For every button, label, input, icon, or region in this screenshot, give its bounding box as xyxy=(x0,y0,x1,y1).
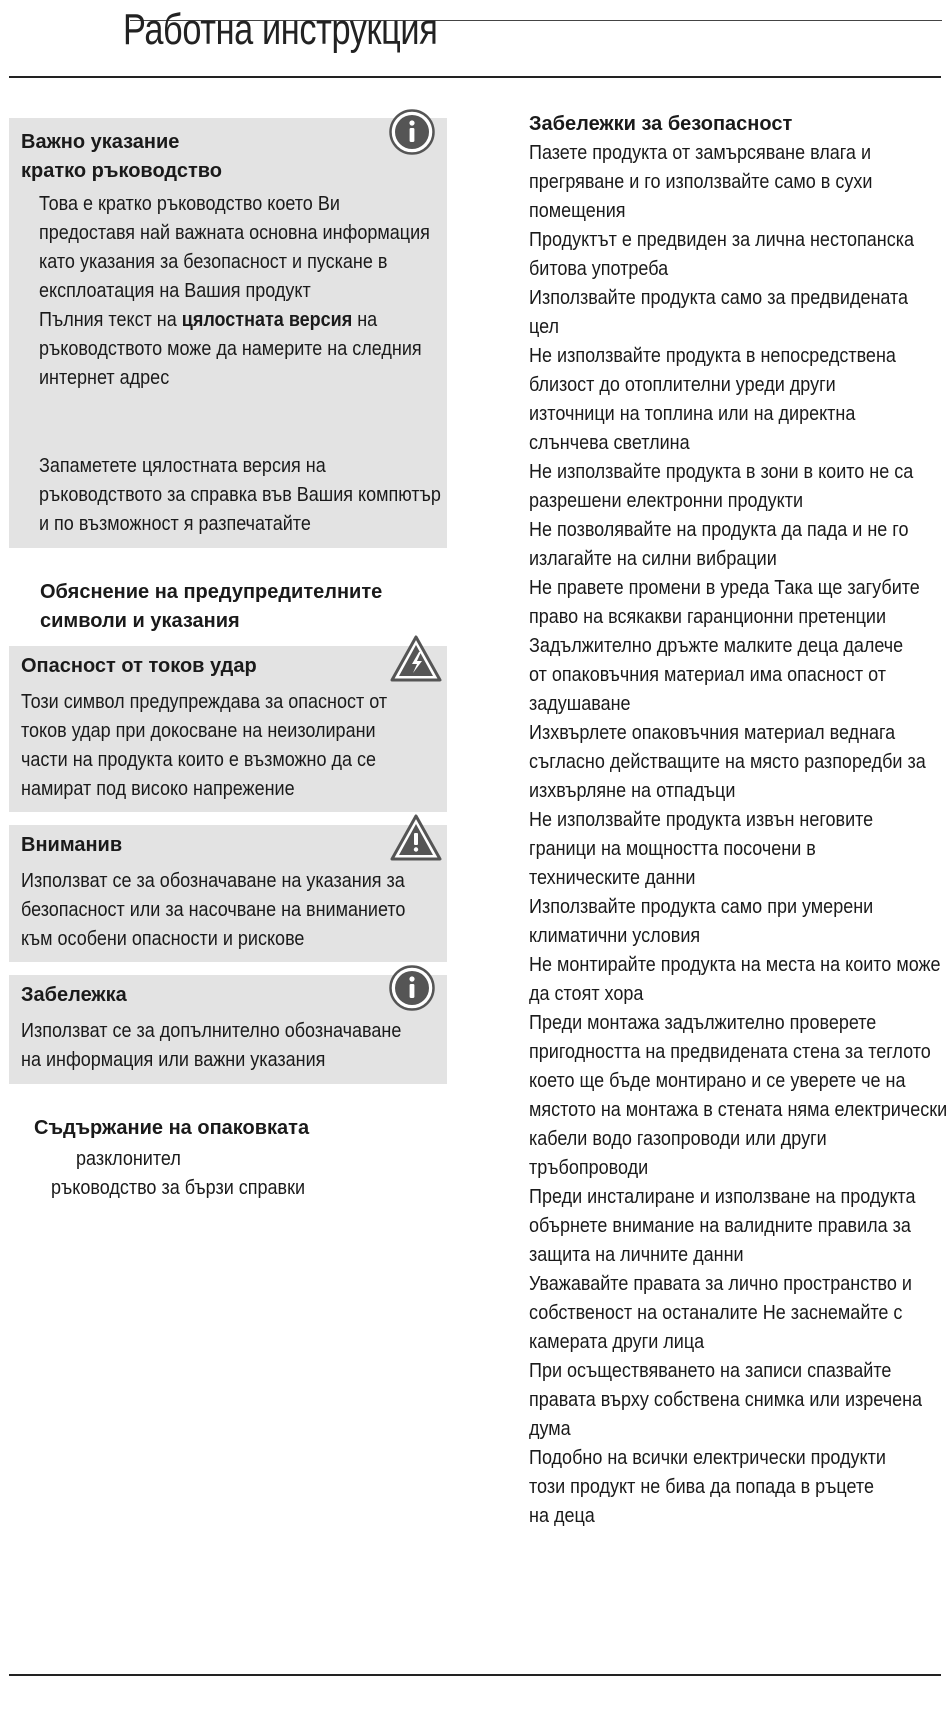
safety-note-line: Не позволявайте на продукта да пада и не го xyxy=(529,519,909,541)
text-line: интернет адрес xyxy=(39,367,170,389)
safety-note-line: право на всякакви гаранционни претенции xyxy=(529,606,887,628)
safety-note-line: Преди инсталиране и използване на продукта xyxy=(529,1186,916,1208)
text-line: Използват се за допълнително обозначаване xyxy=(21,1020,402,1042)
text-line: намират под високо напрежение xyxy=(21,778,295,800)
safety-note-line: Изхвърлете опаковъчния материал веднага xyxy=(529,722,896,744)
text-line: експлоатация на Вашия продукт xyxy=(39,280,311,302)
text-line: Използват се за обозначаване на указания за xyxy=(21,870,405,892)
safety-note-line: от опаковъчния материал има опасност от xyxy=(529,664,886,686)
important-text xyxy=(39,190,430,393)
safety-note-line: изхвърляне на отпадъци xyxy=(529,780,736,802)
safety-note-line: тръбопроводи xyxy=(529,1157,649,1179)
package-item: разклонител xyxy=(76,1148,181,1170)
symbols-heading-line: Обяснение на предупредителните xyxy=(40,581,383,603)
safety-note-line: разрешени електронни продукти xyxy=(529,490,804,512)
shock-heading: Опасност от токов удар xyxy=(21,655,257,677)
caution-box xyxy=(9,825,447,962)
shock-text xyxy=(21,688,387,804)
safety-heading: Забележки за безопасност xyxy=(529,113,793,135)
exclamation-warning-icon xyxy=(389,813,443,863)
safety-note-line: Не правете промени в уреда Така ще загубите xyxy=(529,577,920,599)
text-line: безопасност или за насочване на вниманието xyxy=(21,899,406,921)
important-save-text xyxy=(39,452,441,539)
symbols-heading-line: символи и указания xyxy=(40,610,240,632)
caution-heading: Вниманив xyxy=(21,834,123,856)
safety-note-line: кабели водо газопроводи или други xyxy=(529,1128,827,1150)
electric-shock-warning-icon xyxy=(389,634,443,684)
safety-note-line: на деца xyxy=(529,1505,595,1527)
symbols-heading xyxy=(40,578,382,636)
safety-note-line: Задължително дръжте малките деца далече xyxy=(529,635,904,657)
text-line: предоставя най важната основна информация xyxy=(39,222,430,244)
safety-note-line: граници на мощността посочени в xyxy=(529,838,816,860)
important-heading xyxy=(21,128,222,186)
text-line xyxy=(39,306,430,335)
safety-note-line: Използвайте продукта само при умерени xyxy=(529,896,874,918)
note-box xyxy=(9,975,447,1084)
safety-note-line: да стоят хора xyxy=(529,983,644,1005)
safety-note-line: прегряване и го използвайте само в сухи xyxy=(529,171,873,193)
safety-note-line: При осъществяването на записи спазвайте xyxy=(529,1360,892,1382)
safety-note-line: цел xyxy=(529,316,560,338)
text-line: ръководството за справка във Вашия компютър xyxy=(39,484,441,506)
safety-note-line: съгласно действащите на място разпоредби за xyxy=(529,751,926,773)
page-title: Работна инструкция xyxy=(123,5,438,54)
safety-note-line: Преди монтажа задължително проверете xyxy=(529,1012,877,1034)
safety-note-line: близост до отоплителни уреди други xyxy=(529,374,836,396)
package-item: ръководство за бързи справки xyxy=(51,1177,306,1199)
safety-note-line: Не използвайте продукта в зони в които не са xyxy=(529,461,914,483)
note-heading: Забележка xyxy=(21,984,127,1006)
text-line: Това е кратко ръководство което Ви xyxy=(39,193,340,215)
text-span: Пълния текст на xyxy=(39,309,182,331)
safety-note-line: този продукт не бива да попада в ръцете xyxy=(529,1476,874,1498)
text-line: към особени опасности и рискове xyxy=(21,928,305,950)
safety-note-line: дума xyxy=(529,1418,571,1440)
text-line: части на продукта които е възможно да се xyxy=(21,749,377,771)
safety-note-line: мястото на монтажа в стената няма електрически xyxy=(529,1099,948,1121)
safety-note-line: излагайте на силни вибрации xyxy=(529,548,777,570)
safety-note-line: собственост на останалите Не заснемайте с xyxy=(529,1302,903,1324)
text-line: токов удар при докосване на неизолирани xyxy=(21,720,376,742)
safety-note-line: правата върху собствена снимка или изречена xyxy=(529,1389,923,1411)
safety-note-line: Не използвайте продукта в непосредствена xyxy=(529,345,896,367)
text-line: като указания за безопасност и пускане в xyxy=(39,251,388,273)
note-text xyxy=(21,1017,401,1075)
safety-notes-list xyxy=(529,139,948,1531)
package-heading: Съдържание на опаковката xyxy=(34,1117,310,1139)
safety-note-line: битова употреба xyxy=(529,258,669,280)
safety-note-line: Подобно на всички електрически продукти xyxy=(529,1447,886,1469)
important-heading-line: Важно указание xyxy=(21,131,180,153)
safety-note-line: климатични условия xyxy=(529,925,701,947)
safety-note-line: слънчева светлина xyxy=(529,432,690,454)
full-version-emphasis: цялостната версия xyxy=(181,309,353,331)
info-icon xyxy=(389,109,435,155)
safety-note-line: Не монтирайте продукта на места на които може xyxy=(529,954,941,976)
safety-note-line: защита на личните данни xyxy=(529,1244,744,1266)
text-line: Запаметете цялостната версия на xyxy=(39,455,326,477)
safety-note-line: задушаване xyxy=(529,693,631,715)
caution-text xyxy=(21,867,405,954)
info-icon xyxy=(389,965,435,1011)
safety-note-line: обърнете внимание на валидните правила за xyxy=(529,1215,911,1237)
important-notice-box xyxy=(9,118,447,548)
safety-note-line: техническите данни xyxy=(529,867,696,889)
text-line: ръководството може да намерите на следния xyxy=(39,338,422,360)
text-span: на xyxy=(352,309,378,331)
text-line: Този символ предупреждава за опасност от xyxy=(21,691,388,713)
text-line: на информация или важни указания xyxy=(21,1049,326,1071)
text-line: и по възможност я разпечатайте xyxy=(39,513,311,535)
safety-note-line: Уважавайте правата за лично пространство и xyxy=(529,1273,912,1295)
safety-note-line: камерата други лица xyxy=(529,1331,705,1353)
safety-note-line: което ще бъде монтирано и се уверете че на xyxy=(529,1070,906,1092)
safety-note-line: източници на топлина или на директна xyxy=(529,403,856,425)
important-heading-line: кратко ръководство xyxy=(21,160,223,182)
safety-note-line: Използвайте продукта само за предвидената xyxy=(529,287,909,309)
safety-note-line: Не използвайте продукта извън неговите xyxy=(529,809,874,831)
footer-divider xyxy=(9,1674,941,1676)
safety-note-line: пригодността на предвидената стена за теглото xyxy=(529,1041,931,1063)
header-divider xyxy=(9,76,941,78)
safety-notes-column xyxy=(529,110,948,1531)
electric-shock-box xyxy=(9,646,447,812)
safety-note-line: Пазете продукта от замърсяване влага и xyxy=(529,142,871,164)
safety-note-line: Продуктът е предвиден за лична нестопанска xyxy=(529,229,914,251)
safety-note-line: помещения xyxy=(529,200,626,222)
